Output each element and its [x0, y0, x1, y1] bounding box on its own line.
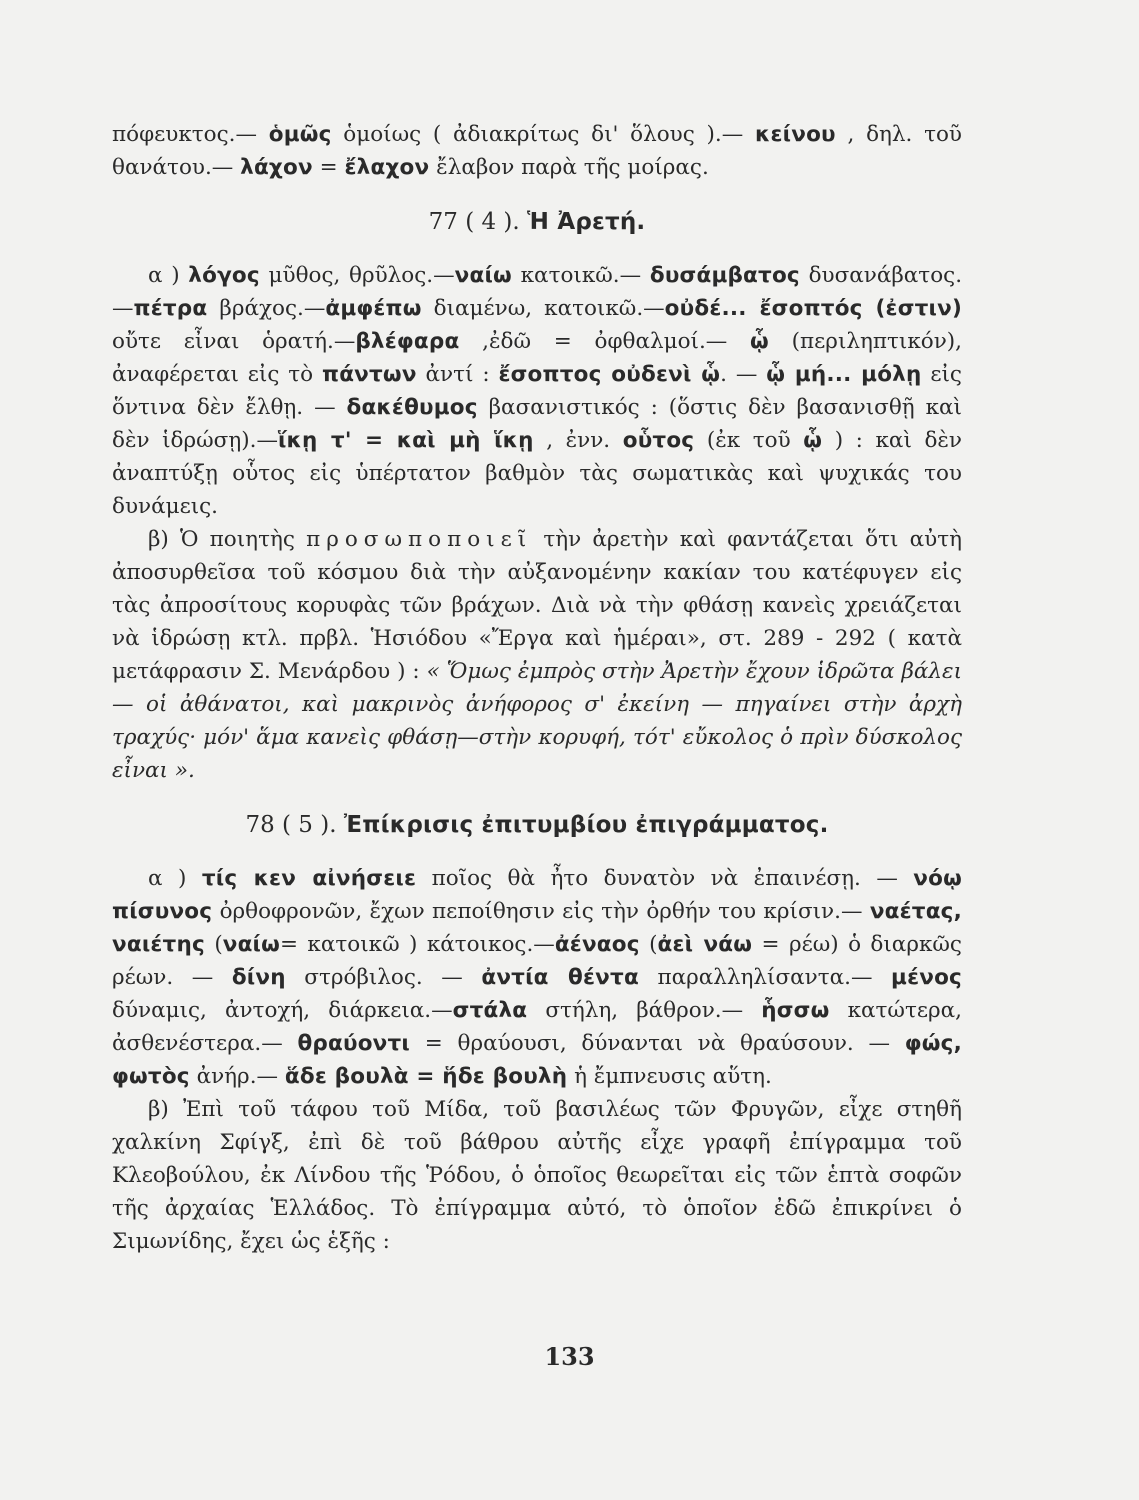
page-body [112, 118, 962, 1258]
section-77-part-a: α ) λόγος μῦθος, θρῦλος.—ναίω κατοικῶ.— δυσάμβατος δυσανάβατος.—πέτρα βράχος.—ἀμφέπω διαμένω, κατοικῶ.—οὐδέ... ἔσοπτός (ἐστιν) οὔτε εἶναι ὁρατή.—βλέφαρα ,ἐδῶ = ὀφθαλμοί.— ᾧ (περιληπτικόν), ἀναφέρεται εἰς τὸ πάντων ἀντί : ἔσοπτος οὐδενὶ ᾧ. — ᾧ μή... μόλῃ εἰς ὅντινα δὲν ἔλθῃ. — δακέθυμος βασανιστικός : (ὅστις δὲν βασανισθῇ καὶ δὲν ἱδρώσῃ).—ἵκῃ τ' = καὶ μὴ ἵκῃ , ἐνν. οὗτος (ἐκ τοῦ ᾧ ) : καὶ δὲν ἀναπτύξῃ οὗτος εἰς ὑπέρτατον βαθμὸν τὰς σωματικὰς καὶ ψυχικάς του δυνάμεις. [112, 263, 963, 519]
section-78-part-a: α ) τίς κεν αἰνήσειε ποῖος θὰ ἦτο δυνατὸν νὰ ἐπαινέσῃ. — νόῳ πίσυνος ὀρθοφρονῶν, ἔχων πεποίθησιν εἰς τὴν ὀρθήν του κρίσιν.— ναέτας, ναιέτης (ναίω= κατοικῶ ) κάτοικος.—ἀέναος (ἀεὶ νάω = ρέω) ὁ διαρκῶς ρέων. — δίνη στρόβιλος. — ἀντία θέντα παραλληλίσαντα.— μένος δύναμις, ἀντοχή, διάρκεια.—στάλα στήλη, βάθρον.— ἧσσω κατώτερα, ἀσθενέστερα.— θραύοντι = θραύουσι, δύνανται νὰ θραύσουν. — φώς, φωτὸς ἀνήρ.— ἅδε βουλὰ = ἥδε βουλὴ ἡ ἔμπνευσις αὕτη. [112, 866, 962, 1089]
page-number: 133 [544, 1342, 595, 1371]
intro-paragraph: πόφευκτος.— ὁμῶς ὁμοίως ( ἀδιακρίτως δι' ὅλους ).— κείνου , δηλ. τοῦ θανάτου.— λάχον = ἔλαχον ἔλαβον παρὰ τῆς μοίρας. [112, 122, 963, 180]
section-78-part-b: β) Ἐπὶ τοῦ τάφου τοῦ Μίδα, τοῦ βασιλέως τῶν Φρυγῶν, εἶχε στηθῆ χαλκίνη Σφίγξ, ἐπὶ δὲ τοῦ βάθρου αὐτῆς εἶχε γραφῆ ἐπίγραμμα τοῦ Κλεοβούλου, ἐκ Λίνδου τῆς Ῥόδου, ὁ ὁποῖος θεωρεῖται εἰς τῶν ἑπτὰ σοφῶν τῆς ἀρχαίας Ἑλλάδος. Τὸ ἐπίγραμμα αὐτό, τὸ ὁποῖον ἐδῶ ἐπικρίνει ὁ Σιμωνίδης, ἔχει ὡς ἑξῆς : [112, 1097, 962, 1254]
section-77-part-b: β) Ὁ ποιητὴς προσωποποιεῖ τὴν ἀρετὴν καὶ φαντάζεται ὅτι αὐτὴ ἀποσυρθεῖσα τοῦ κόσμου διὰ τὴν αὐξανομένην κακίαν του κατέφυγεν εἰς τὰς ἀπροσίτους κορυφὰς τῶν βράχων. Διὰ νὰ τὴν φθάσῃ κανεὶς χρειάζεται νὰ ἱδρώσῃ κτλ. πρβλ. Ἡσιόδου «Ἔργα καὶ ἡμέραι», στ. 289 - 292 ( κατὰ μετάφρασιν Σ. Μενάρδου ) : « Ὅμως ἐμπρὸς στὴν Ἀρετὴν ἔχουν ἱδρῶτα βάλει — οἱ ἀθάνατοι, καὶ μακρινὸς ἀνήφορος σ' ἐκείνη — πηγαίνει στὴν ἀρχὴ τραχύς· μόν' ἅμα κανεὶς φθάσῃ—στὴν κορυφή, τότ' εὔκολος ὁ πρὶν δύσκολος εἶναι ». [112, 527, 963, 783]
section-77-heading: 77 ( 4 ). Ἡ Ἀρετή. [428, 209, 646, 235]
section-78-heading: 78 ( 5 ). Ἐπίκρισις ἐπιτυμβίου ἐπιγράμματος. [245, 812, 829, 838]
